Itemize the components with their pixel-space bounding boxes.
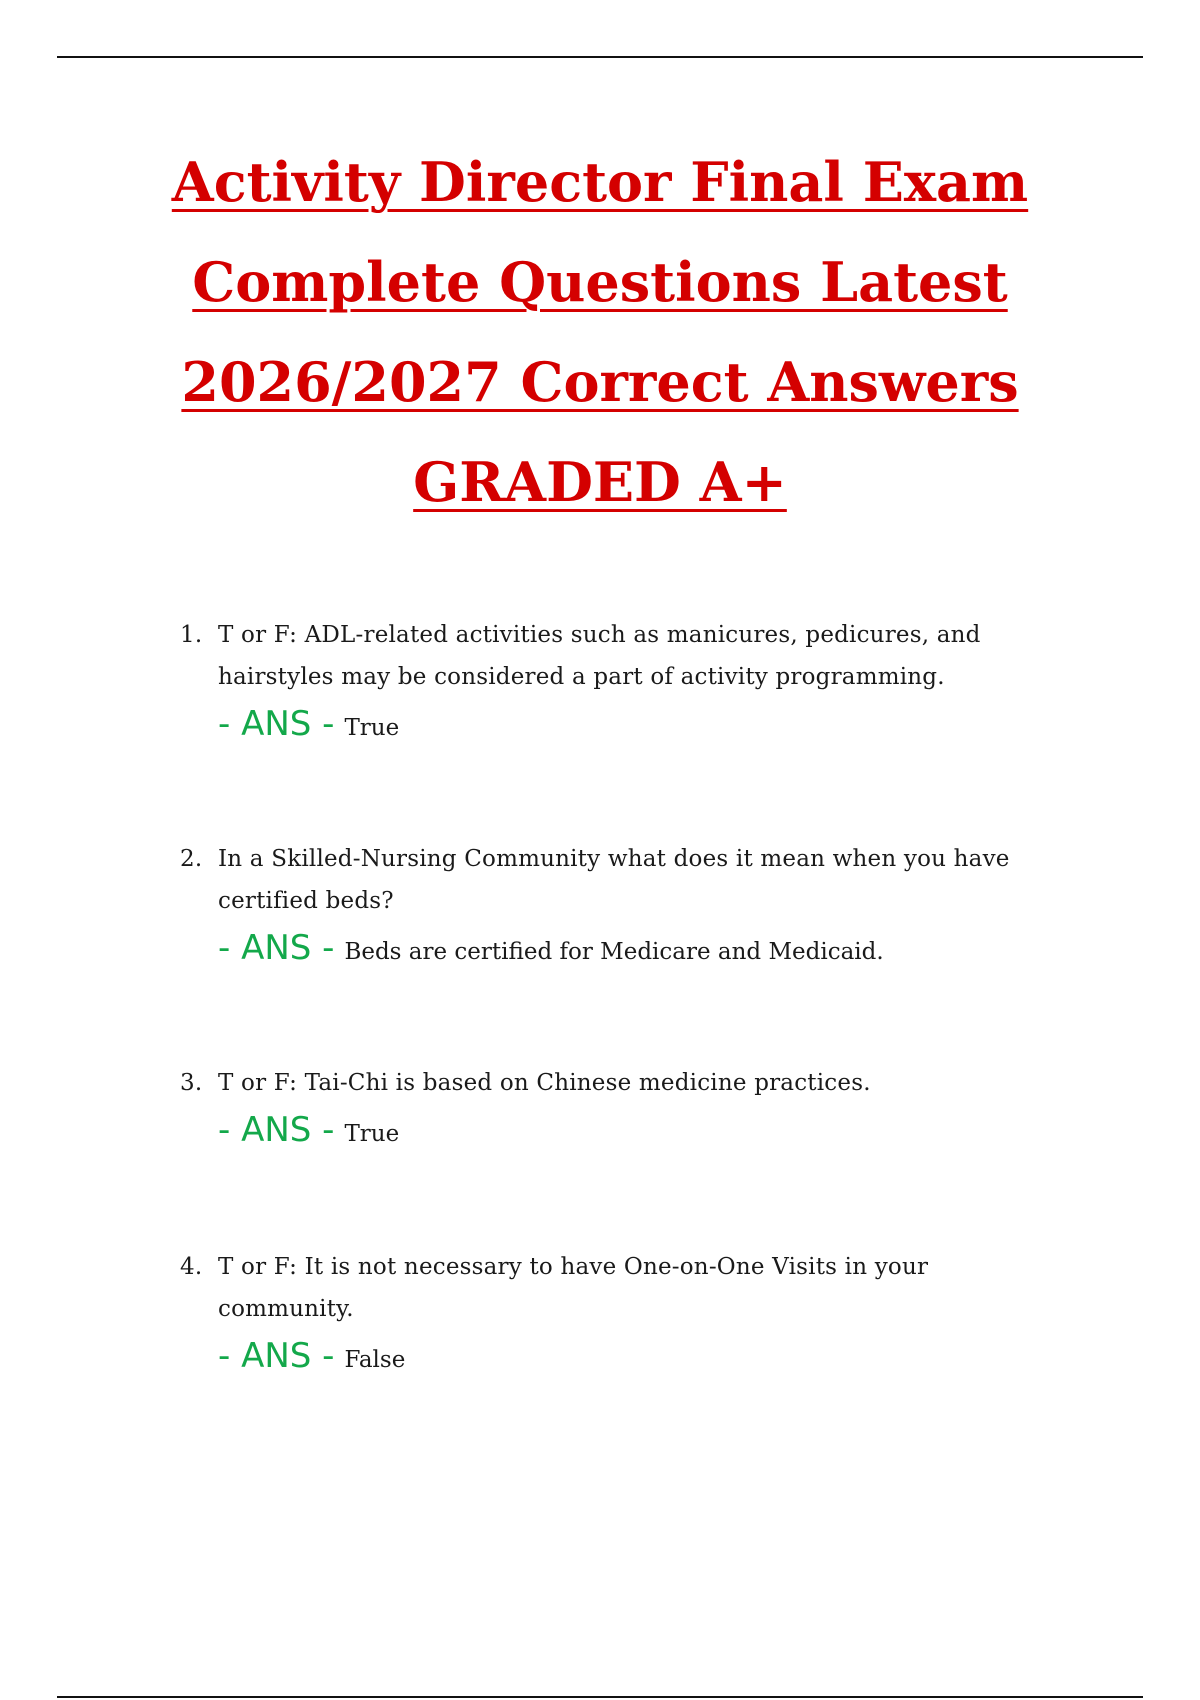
top-rule xyxy=(57,56,1143,58)
bottom-rule xyxy=(57,1696,1143,1698)
answer-tag: - ANS - xyxy=(218,704,335,744)
question-number: 2. xyxy=(180,846,203,872)
question-text: In a Skilled-Nursing Community what does it mean when you have certified beds? xyxy=(218,846,1010,914)
question-text: T or F: Tai-Chi is based on Chinese medicine practices. xyxy=(218,1070,871,1096)
question-number: 4. xyxy=(180,1254,203,1280)
document-title xyxy=(130,132,1070,532)
answer-tag: - ANS - xyxy=(218,1110,335,1150)
answer-row xyxy=(218,1334,1060,1378)
question-item-2 xyxy=(180,838,1060,970)
title-line-3: 2026/2027 Correct Answers xyxy=(181,350,1019,414)
answer-tag: - ANS - xyxy=(218,928,335,968)
answer-row xyxy=(218,1108,1060,1152)
question-item-4 xyxy=(180,1246,1060,1378)
question-item-3 xyxy=(180,1062,1060,1152)
answer-text: False xyxy=(344,1347,406,1373)
question-text: T or F: ADL-related activities such as manicures, pedicures, and hairstyles may be considered a part of activity programming. xyxy=(218,622,981,690)
title-line-4: GRADED A+ xyxy=(413,450,787,514)
answer-text: True xyxy=(344,715,400,741)
answer-text: True xyxy=(344,1121,400,1147)
question-number: 1. xyxy=(180,622,203,648)
answer-text: Beds are certified for Medicare and Medicaid. xyxy=(344,939,884,965)
question-item-1 xyxy=(180,614,1060,746)
question-text: T or F: It is not necessary to have One-on-One Visits in your community. xyxy=(218,1254,929,1322)
title-line-2: Complete Questions Latest xyxy=(192,250,1008,314)
answer-tag: - ANS - xyxy=(218,1336,335,1376)
question-number: 3. xyxy=(180,1070,203,1096)
title-line-1: Activity Director Final Exam xyxy=(171,150,1029,214)
answer-row xyxy=(218,702,1060,746)
answer-row xyxy=(218,926,1060,970)
